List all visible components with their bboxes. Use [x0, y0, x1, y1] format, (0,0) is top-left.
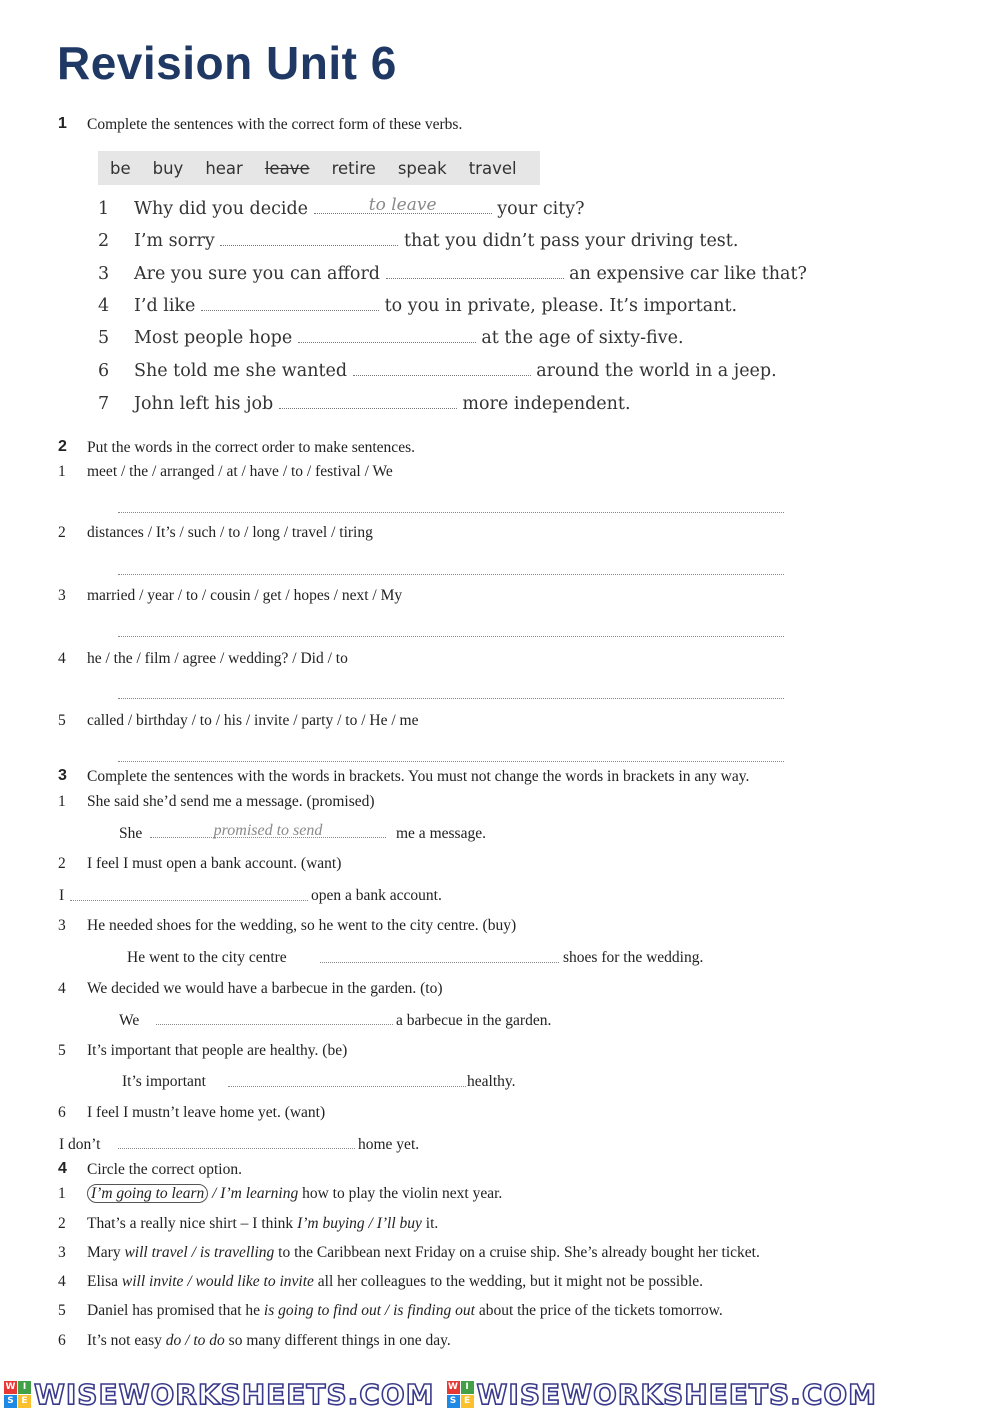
s3-item-2-prompt: I feel I must open a bank account. (want)	[87, 855, 342, 872]
watermark-logo-2	[447, 1378, 878, 1411]
s1-blank-5[interactable]	[298, 328, 476, 343]
s3-item-4-end: a barbecue in the garden.	[396, 1012, 552, 1029]
s2-item-2-number: 2	[58, 524, 66, 541]
watermark-brand-2: WISEWORKSHEETS.COM	[476, 1377, 878, 1411]
s3-item-6-number: 6	[58, 1104, 66, 1121]
word-buy: buy	[152, 158, 184, 178]
s4-item-3-option-1[interactable]: will travel	[124, 1244, 188, 1261]
s4-item-1-number: 1	[58, 1185, 66, 1202]
s2-answer-line-3[interactable]	[118, 635, 784, 637]
s3-item-2-number: 2	[58, 855, 66, 872]
s1-blank-3[interactable]	[386, 264, 564, 279]
s4-item-6-option-1[interactable]: do	[165, 1332, 182, 1349]
watermark-brand-1: WISEWORKSHEETS.COM	[34, 1377, 435, 1411]
section-4-number: 4	[58, 1160, 67, 1177]
page-title: Revision Unit 6	[57, 37, 397, 89]
s3-item-2-end: open a bank account.	[311, 887, 442, 904]
s2-item-3-number: 3	[58, 587, 66, 604]
s3-item-1-prompt: She said she’d send me a message. (promised)	[87, 793, 375, 810]
s4-item-5-option-2[interactable]: is finding out	[393, 1302, 475, 1319]
s3-blank-2[interactable]	[70, 899, 308, 901]
word-speak: speak	[397, 158, 447, 178]
s4-item-5-option-1[interactable]: is going to find out	[263, 1302, 382, 1319]
s4-item-2-number: 2	[58, 1215, 66, 1232]
section-1-number: 1	[58, 115, 67, 132]
s4-item-4: Elisa will invite / would like to invite all her colleagues to the wedding, but it might not be possible.	[87, 1273, 704, 1290]
s3-item-6-end: home yet.	[358, 1136, 420, 1153]
s2-answer-line-2[interactable]	[118, 573, 784, 575]
s3-item-5-start: It’s important	[122, 1073, 206, 1090]
s3-item-4-start: We	[119, 1012, 140, 1029]
s3-item-5-prompt: It’s important that people are healthy. (be)	[87, 1042, 348, 1059]
logo-grid-icon	[447, 1381, 474, 1408]
section-3-number: 3	[58, 767, 67, 784]
s2-item-1-text: meet / the / arranged / at / have / to / festival / We	[87, 463, 393, 480]
s3-blank-1[interactable]	[150, 822, 386, 839]
s4-item-3-option-2[interactable]: is travelling	[199, 1244, 275, 1261]
word-be: be	[110, 158, 131, 178]
s4-item-4-option-1[interactable]: will invite	[121, 1273, 184, 1290]
s4-item-3-number: 3	[58, 1244, 66, 1261]
s4-item-4-number: 4	[58, 1273, 66, 1290]
s3-blank-5[interactable]	[228, 1085, 466, 1087]
s3-item-6-prompt: I feel I mustn’t leave home yet. (want)	[87, 1104, 326, 1121]
s3-item-1-start: She	[119, 825, 143, 842]
s2-item-3-text: married / year / to / cousin / get / hopes / next / My	[87, 587, 403, 604]
s4-item-6-option-2[interactable]: to do	[193, 1332, 225, 1349]
s2-item-4-number: 4	[58, 650, 66, 667]
section-4-instruction: Circle the correct option.	[87, 1161, 242, 1178]
s3-item-3-start: He went to the city centre	[127, 949, 287, 966]
logo-letter-i: I	[461, 1381, 474, 1394]
logo-letter-w: W	[5, 1381, 16, 1392]
s3-blank-4[interactable]	[156, 1023, 393, 1025]
logo-letter-w: W	[448, 1381, 458, 1392]
s1-item-1: 1 Why did you decide to leave your city?	[98, 195, 585, 219]
section-2-number: 2	[58, 438, 67, 455]
logo-letter-e: E	[18, 1395, 31, 1408]
s3-item-4-prompt: We decided we would have a barbecue in the garden. (to)	[87, 980, 443, 997]
s3-blank-6[interactable]	[118, 1147, 355, 1149]
section-2-instruction: Put the words in the correct order to make sentences.	[87, 439, 415, 456]
logo-letter-e: E	[461, 1395, 474, 1408]
s1-answer-1: to leave	[368, 195, 437, 215]
s4-item-1-option-2[interactable]: I’m learning	[220, 1185, 299, 1202]
s3-item-4-number: 4	[58, 980, 66, 997]
s2-item-4-text: he / the / film / agree / wedding? / Did / to	[87, 650, 348, 667]
s2-item-5-number: 5	[58, 712, 66, 729]
s1-item-5: 5 Most people hope at the age of sixty-five.	[98, 328, 684, 348]
s1-blank-7[interactable]	[279, 394, 457, 409]
s3-item-1-number: 1	[58, 793, 66, 810]
s1-blank-1[interactable]	[314, 195, 492, 215]
s4-item-5-number: 5	[58, 1302, 66, 1319]
logo-letter-i: I	[18, 1381, 31, 1394]
s4-item-1-option-1[interactable]: I’m going to learn	[87, 1184, 208, 1203]
footer-watermark	[0, 1375, 1000, 1413]
s4-item-3: Mary will travel / is travelling to the Caribbean next Friday on a cruise ship. She’s already bought her ticket.	[87, 1244, 760, 1261]
section-3-instruction: Complete the sentences with the words in brackets. You must not change the words in brackets in any way.	[87, 768, 750, 785]
s1-blank-6[interactable]	[353, 361, 531, 376]
s1-item-7: 7 John left his job more independent.	[98, 394, 631, 414]
s3-item-3-end: shoes for the wedding.	[563, 949, 704, 966]
s3-item-3-prompt: He needed shoes for the wedding, so he went to the city centre. (buy)	[87, 917, 517, 934]
s2-answer-line-4[interactable]	[118, 697, 784, 699]
word-leave: leave	[264, 158, 310, 178]
s4-item-4-option-2[interactable]: would like to invite	[195, 1273, 314, 1290]
verb-word-box	[98, 151, 540, 185]
s3-blank-3[interactable]	[320, 961, 559, 963]
s1-item-3: 3 Are you sure you can afford an expensive car like that?	[98, 264, 807, 284]
s2-item-1-number: 1	[58, 463, 66, 480]
s3-item-3-number: 3	[58, 917, 66, 934]
section-1-instruction: Complete the sentences with the correct form of these verbs.	[87, 116, 463, 133]
s4-item-2-option-1[interactable]: I’m buying	[297, 1215, 365, 1232]
s4-item-5: Daniel has promised that he is going to find out / is finding out about the price of the tickets tomorrow.	[87, 1302, 723, 1319]
s3-item-5-end: healthy.	[467, 1073, 516, 1090]
s3-item-2-start: I	[59, 887, 65, 904]
s3-item-6-start: I don’t	[59, 1136, 101, 1153]
s4-item-6-number: 6	[58, 1332, 66, 1349]
word-travel: travel	[468, 158, 517, 178]
s1-item-6: 6 She told me she wanted around the world in a jeep.	[98, 361, 777, 381]
s3-item-1-end: me a message.	[396, 825, 486, 842]
s1-item-2: 2 I’m sorry that you didn’t pass your driving test.	[98, 231, 739, 251]
word-hear: hear	[205, 158, 243, 178]
s1-blank-4[interactable]	[201, 296, 379, 311]
s2-item-5-text: called / birthday / to / his / invite / party / to / He / me	[87, 712, 419, 729]
word-retire: retire	[331, 158, 376, 178]
s2-item-2-text: distances / It’s / such / to / long / travel / tiring	[87, 524, 373, 541]
s1-item-4: 4 I’d like to you in private, please. It’s important.	[98, 296, 738, 316]
s4-item-1: I’m going to learn / I’m learning how to play the violin next year.	[87, 1185, 502, 1203]
s2-answer-line-5[interactable]	[118, 760, 784, 762]
s4-item-2: That’s a really nice shirt – I think I’m buying / I’ll buy it.	[87, 1215, 439, 1232]
s1-blank-2[interactable]	[220, 231, 398, 246]
logo-letter-s: S	[447, 1395, 460, 1408]
s3-item-5-number: 5	[58, 1042, 66, 1059]
s3-answer-1: promised to send	[213, 822, 323, 839]
logo-letter-s: S	[4, 1395, 17, 1408]
s4-item-6: It’s not easy do / to do so many different things in one day.	[87, 1332, 451, 1349]
watermark-logo-1	[4, 1378, 435, 1411]
s2-answer-line-1[interactable]	[118, 511, 784, 513]
s4-item-2-option-2[interactable]: I’ll buy	[376, 1215, 422, 1232]
logo-grid-icon	[4, 1381, 31, 1408]
